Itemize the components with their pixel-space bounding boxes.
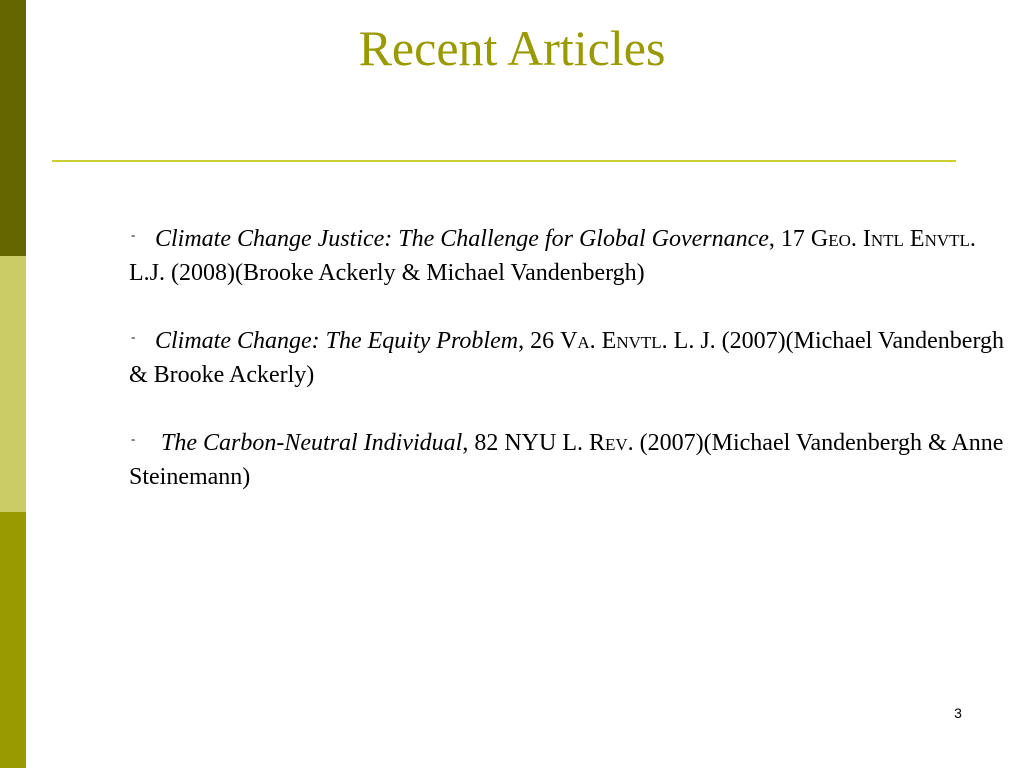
- journal-name: Rev.: [588, 430, 634, 456]
- title-underline: [52, 160, 956, 162]
- bullet-dash: -: [131, 227, 136, 242]
- article-title: The Carbon-Neutral Individual: [161, 430, 463, 456]
- article-item: [129, 324, 1014, 392]
- sidebar-band-middle: [0, 256, 26, 512]
- article-title: Climate Change Justice: The Challenge for Global Governance: [155, 226, 769, 252]
- page-number: 3: [954, 705, 962, 721]
- article-item: [129, 222, 1014, 290]
- citation-text: (2007)(Michael Vandenbergh & Anne Steinemann): [129, 430, 1004, 490]
- bullet-dash: -: [131, 431, 136, 446]
- article-list: [129, 222, 1014, 528]
- citation-text: , 26: [518, 328, 561, 354]
- journal-name: Geo. Intl Envtl.: [810, 226, 976, 252]
- citation-text: , 17: [768, 226, 811, 252]
- article-item: [129, 426, 1014, 494]
- citation-text: L.J. (2008)(Brooke Ackerly & Michael Vandenbergh): [129, 260, 645, 286]
- citation-text: , 82 NYU L.: [462, 430, 589, 456]
- slide-title: Recent Articles: [358, 20, 666, 76]
- citation-text: L. J. (2007)(Michael Vandenbergh & Brooke Ackerly): [129, 328, 1005, 388]
- article-title: Climate Change: The Equity Problem: [155, 328, 519, 354]
- journal-name: Va. Envtl.: [560, 328, 668, 354]
- bullet-dash: -: [131, 329, 136, 344]
- sidebar-band-bottom: [0, 512, 26, 768]
